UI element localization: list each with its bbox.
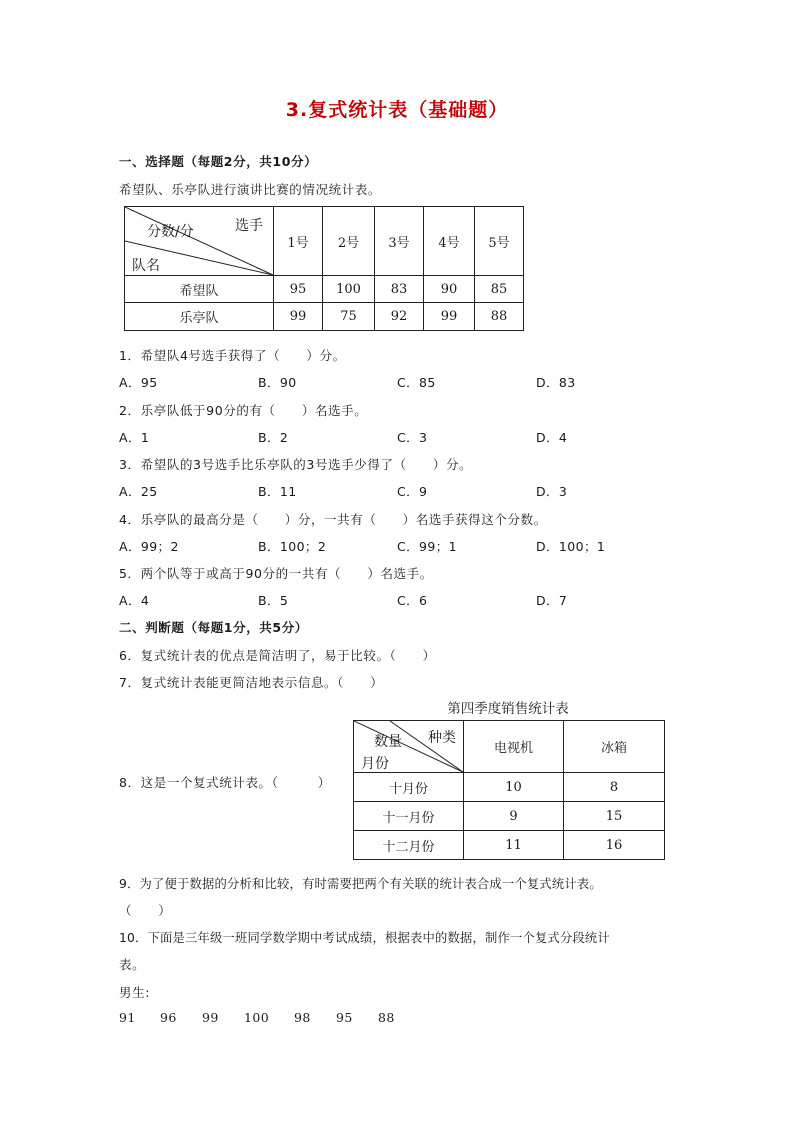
table-cell: 15 <box>564 802 665 831</box>
column-header: 电视机 <box>464 721 564 773</box>
option-a: A．4 <box>119 593 150 608</box>
score-value: 95 <box>336 1010 353 1025</box>
score-value: 98 <box>294 1010 311 1025</box>
table-cell: 99 <box>424 303 475 331</box>
score-value: 100 <box>244 1010 270 1025</box>
table-cell: 10 <box>464 773 564 802</box>
question-9: 9．为了便于数据的分析和比较，有时需要把两个有关联的统计表合成一个复式统计表。 <box>119 877 602 891</box>
table-row <box>354 773 665 802</box>
row-header: 十月份 <box>354 773 464 802</box>
option-d: D．100；1 <box>536 539 606 554</box>
corner-label-player: 选手 <box>235 218 263 234</box>
column-header: 4号 <box>424 207 475 276</box>
question-10: 10．下面是三年级一班同学数学期中考试成绩，根据表中的数据，制作一个复式分段统计 <box>119 931 610 945</box>
column-header: 3号 <box>375 207 424 276</box>
option-d: D．7 <box>536 593 568 608</box>
question-4: 4．乐亭队的最高分是（ ）分，一共有（ ）名选手获得这个分数。 <box>119 512 547 527</box>
table-row <box>125 276 524 303</box>
question-9-answer: （ ） <box>119 903 172 918</box>
table-cell: 85 <box>475 276 524 303</box>
question-8: 8．这是一个复式统计表。（ ） <box>119 775 331 790</box>
table-cell: 92 <box>375 303 424 331</box>
table-cell: 16 <box>564 831 665 860</box>
score-table-corner <box>125 207 274 276</box>
column-header: 1号 <box>274 207 323 276</box>
corner-label-month: 月份 <box>361 756 389 772</box>
option-c: C．85 <box>397 375 436 390</box>
table-cell: 9 <box>464 802 564 831</box>
option-a: A．25 <box>119 484 158 499</box>
table-cell: 99 <box>274 303 323 331</box>
column-header: 5号 <box>475 207 524 276</box>
corner-label-quantity: 数量 <box>374 734 402 750</box>
table-row <box>354 831 665 860</box>
row-header: 十二月份 <box>354 831 464 860</box>
question-10-cont: 表。 <box>119 957 146 972</box>
section1-heading: 一、选择题（每题2分，共10分） <box>119 154 318 169</box>
question-6: 6．复式统计表的优点是简洁明了，易于比较。（ ） <box>119 648 436 663</box>
option-a: A．1 <box>119 430 150 445</box>
option-c: C．9 <box>397 484 428 499</box>
table-cell: 8 <box>564 773 665 802</box>
section2-heading: 二、判断题（每题1分，共5分） <box>119 620 308 635</box>
table-cell: 90 <box>424 276 475 303</box>
sales-table <box>353 720 665 860</box>
table-row <box>125 303 524 331</box>
row-header: 希望队 <box>125 276 274 303</box>
table-row <box>354 802 665 831</box>
option-a: A．99；2 <box>119 539 179 554</box>
question-5: 5．两个队等于或高于90分的一共有（ ）名选手。 <box>119 566 433 581</box>
corner-label-category: 种类 <box>428 730 456 746</box>
page-title: 3.复式统计表（基础题） <box>285 99 509 121</box>
option-d: D．83 <box>536 375 576 390</box>
corner-label-score: 分数/分 <box>147 224 194 240</box>
option-b: B．2 <box>258 430 289 445</box>
table-cell: 95 <box>274 276 323 303</box>
option-c: C．99；1 <box>397 539 457 554</box>
option-b: B．5 <box>258 593 289 608</box>
table-cell: 75 <box>323 303 375 331</box>
option-d: D．3 <box>536 484 568 499</box>
option-d: D．4 <box>536 430 568 445</box>
score-value: 99 <box>202 1010 219 1025</box>
option-c: C．3 <box>397 430 428 445</box>
column-header: 冰箱 <box>564 721 665 773</box>
sales-table-corner <box>354 721 464 773</box>
option-b: B．90 <box>258 375 297 390</box>
sales-table-title: 第四季度销售统计表 <box>447 701 569 717</box>
option-c: C．6 <box>397 593 428 608</box>
question-2: 2．乐亭队低于90分的有（ ）名选手。 <box>119 403 368 418</box>
score-table <box>124 206 524 331</box>
score-value: 96 <box>160 1010 177 1025</box>
score-value: 91 <box>119 1010 136 1025</box>
corner-label-team: 队名 <box>132 258 160 274</box>
question-3: 3．希望队的3号选手比乐亭队的3号选手少得了（ ）分。 <box>119 457 473 472</box>
question-1: 1．希望队4号选手获得了（ ）分。 <box>119 348 346 363</box>
table-cell: 88 <box>475 303 524 331</box>
score-value: 88 <box>378 1010 395 1025</box>
option-b: B．11 <box>258 484 297 499</box>
option-b: B．100；2 <box>258 539 327 554</box>
row-header: 乐亭队 <box>125 303 274 331</box>
option-a: A．95 <box>119 375 158 390</box>
table-cell: 100 <box>323 276 375 303</box>
boys-label: 男生: <box>119 985 151 1000</box>
table-cell: 11 <box>464 831 564 860</box>
row-header: 十一月份 <box>354 802 464 831</box>
table-cell: 83 <box>375 276 424 303</box>
section1-intro: 希望队、乐亭队进行演讲比赛的情况统计表。 <box>119 182 382 197</box>
column-header: 2号 <box>323 207 375 276</box>
question-7: 7．复式统计表能更简洁地表示信息。（ ） <box>119 675 384 690</box>
